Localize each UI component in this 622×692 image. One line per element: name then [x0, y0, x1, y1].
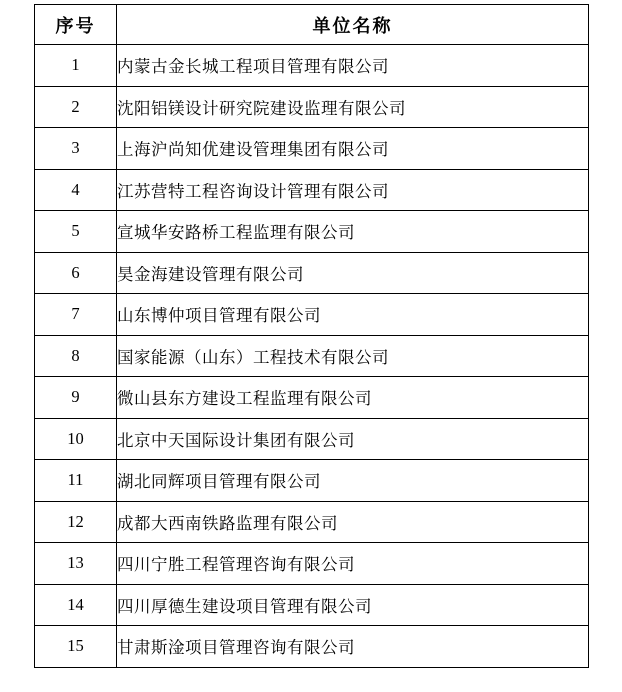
column-header-name: 单位名称 — [117, 5, 589, 45]
document-page — [0, 4, 622, 692]
cell-unit-name: 四川厚德生建设项目管理有限公司 — [117, 584, 589, 626]
cell-unit-name: 宣城华安路桥工程监理有限公司 — [117, 211, 589, 253]
cell-unit-name: 微山县东方建设工程监理有限公司 — [117, 377, 589, 419]
cell-unit-name: 北京中天国际设计集团有限公司 — [117, 418, 589, 460]
table-row — [35, 626, 589, 668]
table-row — [35, 86, 589, 128]
table-row — [35, 45, 589, 87]
column-header-index: 序号 — [35, 5, 117, 45]
unit-list-table — [34, 4, 589, 668]
table-row — [35, 460, 589, 502]
cell-index: 7 — [35, 294, 117, 336]
table-row — [35, 294, 589, 336]
cell-unit-name: 国家能源（山东）工程技术有限公司 — [117, 335, 589, 377]
table-row — [35, 211, 589, 253]
table-body — [35, 45, 589, 668]
cell-index: 14 — [35, 584, 117, 626]
cell-index: 1 — [35, 45, 117, 87]
cell-index: 13 — [35, 543, 117, 585]
table-row — [35, 584, 589, 626]
cell-unit-name: 甘肃斯淦项目管理咨询有限公司 — [117, 626, 589, 668]
cell-index: 15 — [35, 626, 117, 668]
cell-index: 2 — [35, 86, 117, 128]
cell-unit-name: 山东博仲项目管理有限公司 — [117, 294, 589, 336]
cell-index: 12 — [35, 501, 117, 543]
cell-unit-name: 内蒙古金长城工程项目管理有限公司 — [117, 45, 589, 87]
cell-index: 5 — [35, 211, 117, 253]
cell-index: 9 — [35, 377, 117, 419]
table-row — [35, 377, 589, 419]
cell-unit-name: 昊金海建设管理有限公司 — [117, 252, 589, 294]
cell-unit-name: 沈阳铝镁设计研究院建设监理有限公司 — [117, 86, 589, 128]
cell-index: 8 — [35, 335, 117, 377]
table-row — [35, 543, 589, 585]
cell-unit-name: 成都大西南铁路监理有限公司 — [117, 501, 589, 543]
cell-unit-name: 上海沪尚知优建设管理集团有限公司 — [117, 128, 589, 170]
table-row — [35, 335, 589, 377]
table-header-row — [35, 5, 589, 45]
table-row — [35, 128, 589, 170]
cell-unit-name: 湖北同辉项目管理有限公司 — [117, 460, 589, 502]
table-row — [35, 169, 589, 211]
cell-index: 3 — [35, 128, 117, 170]
table-row — [35, 252, 589, 294]
cell-unit-name: 四川宁胜工程管理咨询有限公司 — [117, 543, 589, 585]
cell-index: 4 — [35, 169, 117, 211]
table-header — [35, 5, 589, 45]
table-row — [35, 501, 589, 543]
cell-index: 6 — [35, 252, 117, 294]
cell-index: 11 — [35, 460, 117, 502]
cell-index: 10 — [35, 418, 117, 460]
table-row — [35, 418, 589, 460]
cell-unit-name: 江苏营特工程咨询设计管理有限公司 — [117, 169, 589, 211]
